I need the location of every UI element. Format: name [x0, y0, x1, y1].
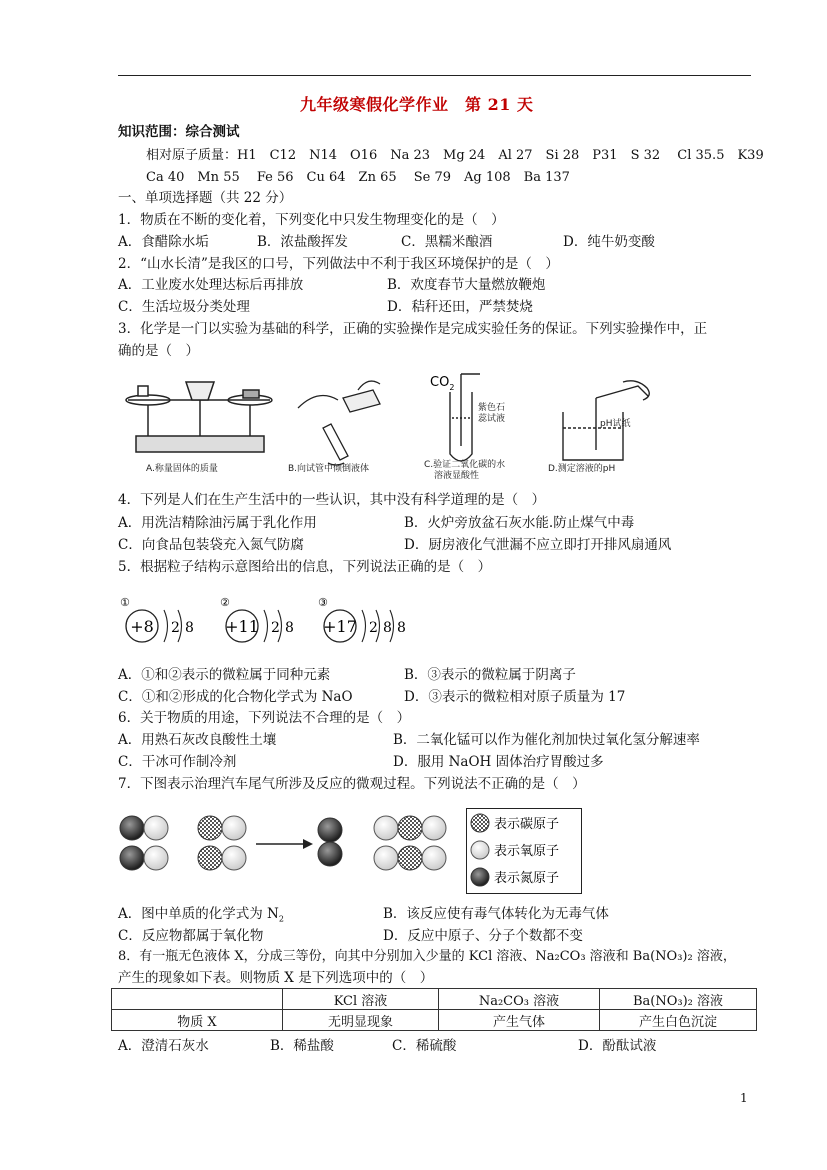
cap-b: B.向试管中倾倒液体: [288, 464, 370, 474]
cap-d: D.测定溶液的pH: [548, 464, 616, 474]
nucleus-charge: +17: [323, 617, 357, 636]
atom-mark: ③: [318, 596, 328, 609]
q5-atom-diagrams: [118, 594, 418, 650]
table-header-cell: Ba(NO₃)₂ 溶液: [600, 989, 757, 1010]
atom-diagram: [120, 596, 194, 642]
atom-mark: ②: [220, 596, 230, 609]
legend-oxygen: 表示氧原子: [494, 844, 560, 859]
q2-stem: 2．“山水长清”是我区的口号，下列做法中不利于我区环境保护的是（ ）: [118, 256, 559, 272]
shell-electron-count: 2: [369, 620, 378, 636]
co2-label: $CO_2$: [430, 375, 455, 392]
q4-stem: 4．下列是人们在生产生活中的一些认识，其中没有科学道理的是（ ）: [118, 492, 546, 508]
q2-option-b[interactable]: B．欢度春节大量燃放鞭炮: [387, 277, 546, 293]
q6-option-b[interactable]: B．二氧化锰可以作为催化剂加快过氧化氢分解速率: [393, 732, 700, 748]
test-tube-illustration: [450, 374, 480, 461]
legend-carbon: 表示碳原子: [494, 817, 560, 832]
electron-shell-arc: [164, 610, 168, 642]
shell-electron-count: 8: [285, 620, 294, 636]
q8-option-b[interactable]: B．稀盐酸: [270, 1038, 334, 1054]
atomic-masses-line2: Ca 40 Mn 55 Fe 56 Cu 64 Zn 65 Se 79 Ag 108 Ba 137: [146, 170, 570, 185]
q6-option-a[interactable]: A．用熟石灰改良酸性土壤: [118, 732, 277, 748]
q8-option-c[interactable]: C．稀硫酸: [392, 1038, 457, 1054]
table-cell: 物质 X: [112, 1010, 283, 1031]
q4-option-c[interactable]: C．向食品包装袋充入氮气防腐: [118, 537, 304, 553]
q5-option-d[interactable]: D．③表示的微粒相对原子质量为 17: [404, 689, 626, 705]
pouring-illustration: [298, 381, 380, 465]
q2-option-a[interactable]: A．工业废水处理达标后再排放: [118, 277, 304, 293]
scope-line: 知识范围：综合测试: [118, 124, 240, 140]
table-header-cell: KCl 溶液: [283, 989, 439, 1010]
q1-option-c[interactable]: C．黑糯米酿酒: [401, 234, 493, 250]
atom-mark: ①: [120, 596, 130, 609]
table-header-row: [112, 989, 757, 1010]
balance-illustration: [126, 382, 272, 452]
q4-option-a[interactable]: A．用洗洁精除油污属于乳化作用: [118, 515, 317, 531]
q8-stem-line1: 8．有一瓶无色液体 X，分成三等份，向其中分别加入少量的 KCl 溶液、Na₂CO₃ 溶液和 Ba(NO₃)₂ 溶液，: [118, 949, 736, 964]
header-rule: [118, 75, 751, 76]
electron-shell-arc: [362, 610, 366, 642]
table-cell: 产生白色沉淀: [600, 1010, 757, 1031]
q3-stem-line2: 确的是（ ）: [118, 343, 199, 359]
q8-option-d[interactable]: D．酚酞试液: [578, 1038, 657, 1054]
q7-stem: 7．下图表示治理汽车尾气所涉及反应的微观过程。下列说法不正确的是（ ）: [118, 776, 586, 792]
q8-stem-line2: 产生的现象如下表。则物质 X 是下列选项中的（ ）: [118, 970, 434, 986]
q7-option-c[interactable]: C．反应物都属于氧化物: [118, 928, 264, 944]
q6-option-d[interactable]: D．服用 NaOH 固体治疗胃酸过多: [393, 754, 604, 770]
shell-electron-count: 8: [397, 620, 406, 636]
page-number: 1: [740, 1091, 748, 1105]
legend-nitrogen: 表示氮原子: [494, 871, 560, 886]
q2-option-d[interactable]: D．秸秆还田，严禁焚烧: [387, 299, 533, 315]
electron-shell-arc: [264, 610, 268, 642]
q5-option-a[interactable]: A．①和②表示的微粒属于同种元素: [118, 667, 331, 683]
table-header-cell: Na₂CO₃ 溶液: [439, 989, 600, 1010]
table-header-cell: [112, 989, 283, 1010]
q5-option-b[interactable]: B．③表示的微粒属于阴离子: [404, 667, 576, 683]
q4-option-b[interactable]: B．火炉旁放盆石灰水能.防止煤气中毒: [404, 515, 635, 531]
cap-a: A.称量固体的质量: [146, 464, 218, 474]
ph-paper-label: pH试纸: [600, 419, 631, 429]
q6-stem: 6．关于物质的用途，下列说法不合理的是（ ）: [118, 710, 411, 726]
q3-experiment-figure: [118, 368, 678, 480]
q6-option-c[interactable]: C．干冰可作制冷剂: [118, 754, 237, 770]
q1-option-b[interactable]: B．浓盐酸挥发: [257, 234, 348, 250]
q8-results-table: [111, 988, 757, 1031]
q1-stem: 1．物质在不断的变化着，下列变化中只发生物理变化的是（ ）: [118, 212, 505, 228]
cap-c2: 溶液显酸性: [434, 471, 480, 480]
q8-option-a[interactable]: A．澄清石灰水: [118, 1038, 209, 1054]
shell-electron-count: 2: [171, 620, 180, 636]
shell-electron-count: 8: [383, 620, 392, 636]
q3-stem-line1: 3．化学是一门以实验为基础的科学，正确的实验操作是完成实验任务的保证。下列实验操作中，正: [118, 321, 708, 337]
litmus-label-2: 蕊试液: [478, 414, 506, 424]
q5-stem: 5．根据粒子结构示意图给出的信息，下列说法正确的是（ ）: [118, 559, 492, 575]
q1-option-d[interactable]: D．纯牛奶变酸: [563, 234, 655, 250]
table-row: [112, 1010, 757, 1031]
q5-option-c[interactable]: C．①和②形成的化合物化学式为 NaO: [118, 689, 353, 705]
page-title: 九年级寒假化学作业 第 21 天: [300, 95, 534, 114]
q4-option-d[interactable]: D．厨房液化气泄漏不应立即打开排风扇通风: [404, 537, 672, 553]
q7-option-b[interactable]: B．该反应使有毒气体转化为无毒气体: [383, 906, 609, 922]
atom-diagram: [318, 596, 406, 642]
shell-electron-count: 2: [271, 620, 280, 636]
nucleus-charge: +8: [130, 617, 154, 636]
section-heading: 一、单项选择题（共 22 分）: [118, 190, 293, 206]
q2-option-c[interactable]: C．生活垃圾分类处理: [118, 299, 250, 315]
atomic-masses-line1: 相对原子质量：H1 C12 N14 O16 Na 23 Mg 24 Al 27 Si 28 P31 S 32 Cl 35.5 K39: [146, 148, 764, 163]
litmus-label-1: 紫色石: [478, 403, 506, 413]
q1-option-a[interactable]: A．食醋除水垢: [118, 234, 209, 250]
nucleus-charge: +11: [225, 617, 259, 636]
q7-legend: [466, 808, 582, 894]
atom-diagram: [220, 596, 294, 642]
q7-option-d[interactable]: D．反应中原子、分子个数都不变: [383, 928, 583, 944]
table-cell: 产生气体: [439, 1010, 600, 1031]
cap-c1: C.验证二氧化碳的水: [424, 460, 506, 470]
shell-electron-count: 8: [185, 620, 194, 636]
q7-option-a[interactable]: A．图中单质的化学式为 $N_2$: [118, 906, 284, 924]
table-cell: 无明显现象: [283, 1010, 439, 1031]
q7-reaction-diagram: [118, 808, 458, 878]
